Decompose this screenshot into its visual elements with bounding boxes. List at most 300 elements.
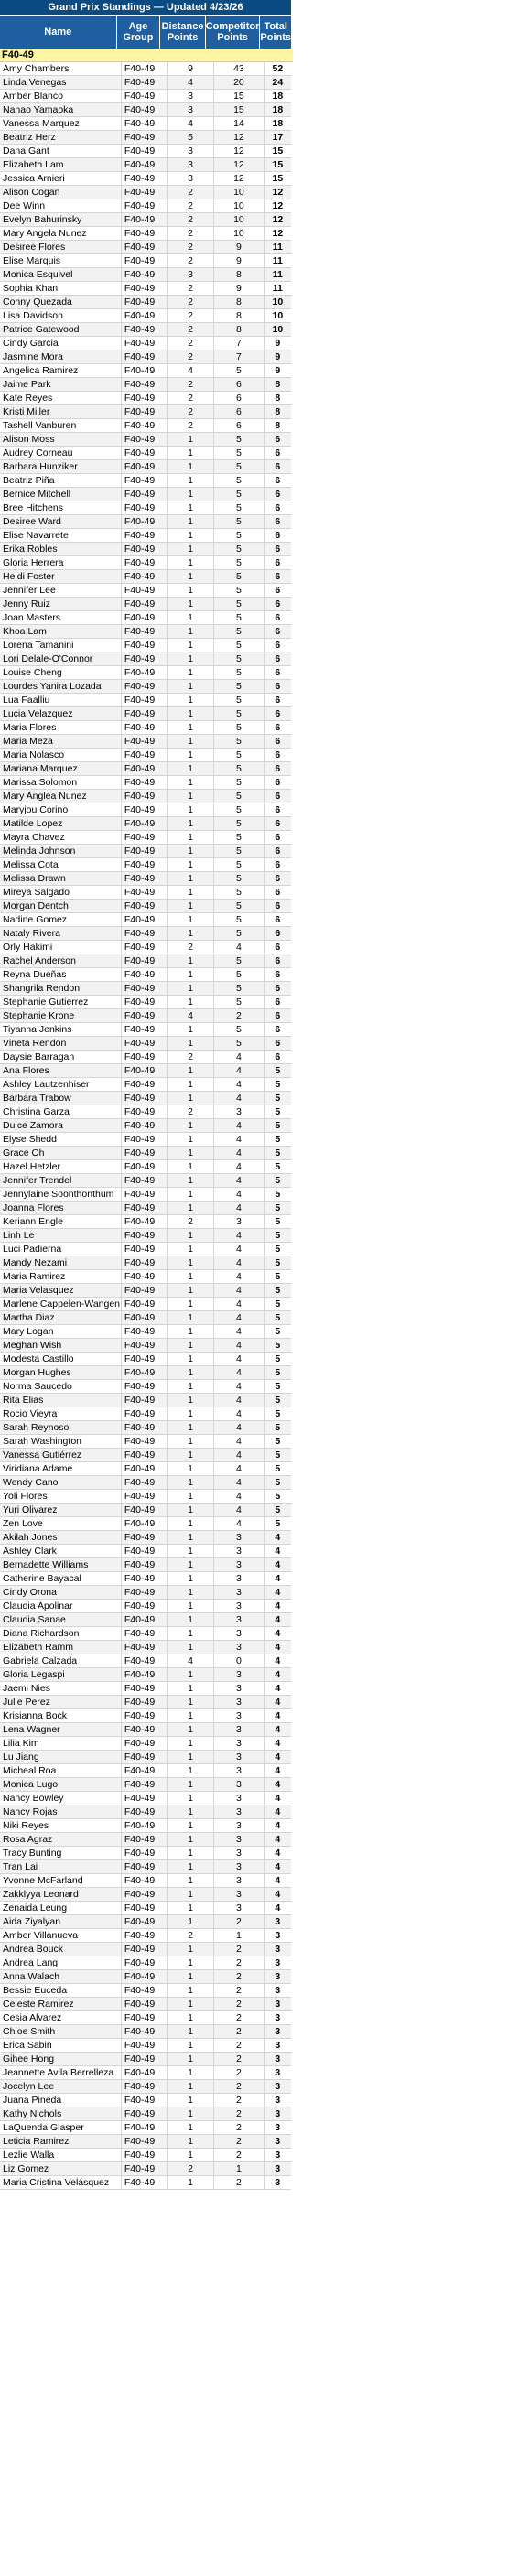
cell-competitor-points: 4 (214, 1339, 265, 1352)
cell-name: Nancy Bowley (0, 1792, 122, 1805)
cell-distance-points: 1 (168, 652, 214, 665)
cell-name: Ashley Lautzenhiser (0, 1078, 122, 1091)
table-row (0, 845, 291, 858)
cell-age-group: F40-49 (122, 598, 168, 610)
table-row (0, 1229, 291, 1243)
cell-competitor-points: 5 (214, 776, 265, 789)
table-row (0, 62, 291, 76)
table-row (0, 323, 291, 337)
cell-age-group: F40-49 (122, 227, 168, 240)
cell-age-group: F40-49 (122, 2039, 168, 2052)
cell-name: Jaemi Nies (0, 1682, 122, 1695)
cell-name: Marissa Solomon (0, 776, 122, 789)
cell-name: Zenaida Leung (0, 1902, 122, 1914)
cell-competitor-points: 3 (214, 1545, 265, 1557)
table-row (0, 241, 291, 254)
cell-name: Gloria Legaspi (0, 1668, 122, 1681)
cell-name: Niki Reyes (0, 1819, 122, 1832)
cell-age-group: F40-49 (122, 1243, 168, 1256)
cell-name: Lu Jiang (0, 1751, 122, 1763)
table-row (0, 447, 291, 460)
cell-total-points: 5 (275, 1491, 281, 1502)
cell-name: Morgan Hughes (0, 1366, 122, 1379)
cell-distance-points: 1 (168, 584, 214, 597)
table-row (0, 1298, 291, 1311)
cell-name: Andrea Bouck (0, 1943, 122, 1956)
cell-distance-points: 1 (168, 1435, 214, 1448)
cell-age-group: F40-49 (122, 1325, 168, 1338)
cell-age-group: F40-49 (122, 1380, 168, 1393)
cell-total-points: 4 (275, 1724, 281, 1735)
table-row (0, 350, 291, 364)
table-row (0, 900, 291, 913)
table-row (0, 1284, 291, 1298)
cell-competitor-points: 3 (214, 1682, 265, 1695)
table-row (0, 2162, 291, 2176)
cell-distance-points: 1 (168, 1558, 214, 1571)
cell-total-points: 4 (275, 1587, 281, 1598)
cell-total-points: 10 (272, 310, 284, 321)
table-row (0, 1421, 291, 1435)
cell-name: Tracy Bunting (0, 1847, 122, 1859)
cell-age-group: F40-49 (122, 1105, 168, 1118)
cell-distance-points: 1 (168, 1751, 214, 1763)
cell-competitor-points: 3 (214, 1627, 265, 1640)
cell-name: Celeste Ramirez (0, 1998, 122, 2010)
cell-age-group: F40-49 (122, 2176, 168, 2189)
cell-age-group: F40-49 (122, 2025, 168, 2038)
cell-age-group: F40-49 (122, 1490, 168, 1503)
table-row (0, 131, 291, 145)
cell-name: Gihee Hong (0, 2053, 122, 2065)
cell-age-group: F40-49 (122, 639, 168, 652)
cell-age-group: F40-49 (122, 1668, 168, 1681)
cell-age-group: F40-49 (122, 652, 168, 665)
cell-age-group: F40-49 (122, 721, 168, 734)
table-row (0, 103, 291, 117)
table-row (0, 858, 291, 872)
cell-age-group: F40-49 (122, 241, 168, 253)
cell-distance-points: 1 (168, 1723, 214, 1736)
cell-age-group: F40-49 (122, 405, 168, 418)
cell-total-points: 4 (275, 1710, 281, 1721)
cell-age-group: F40-49 (122, 845, 168, 857)
cell-total-points: 6 (275, 997, 281, 1008)
table-row (0, 1490, 291, 1504)
cell-total-points: 6 (275, 791, 281, 802)
cell-name: Zakklyya Leonard (0, 1888, 122, 1901)
cell-total-points: 6 (275, 1024, 281, 1035)
cell-competitor-points: 2 (214, 1984, 265, 1997)
cell-total-points: 8 (275, 379, 281, 390)
cell-distance-points: 1 (168, 639, 214, 652)
cell-distance-points: 1 (168, 1311, 214, 1324)
cell-distance-points: 1 (168, 1737, 214, 1750)
cell-total-points: 11 (272, 242, 283, 253)
table-row (0, 1160, 291, 1174)
table-row (0, 1504, 291, 1517)
cell-name: Elizabeth Ramm (0, 1641, 122, 1654)
table-row (0, 501, 291, 515)
cell-distance-points: 1 (168, 1353, 214, 1365)
cell-distance-points: 1 (168, 2066, 214, 2079)
cell-competitor-points: 5 (214, 570, 265, 583)
cell-distance-points: 2 (168, 227, 214, 240)
cell-competitor-points: 5 (214, 584, 265, 597)
cell-name: Catherine Bayacal (0, 1572, 122, 1585)
cell-age-group: F40-49 (122, 76, 168, 89)
cell-distance-points: 1 (168, 721, 214, 734)
table-row (0, 598, 291, 611)
cell-total-points: 10 (272, 296, 284, 307)
cell-distance-points: 1 (168, 1119, 214, 1132)
cell-distance-points: 1 (168, 1805, 214, 1818)
cell-name: Rachel Anderson (0, 954, 122, 967)
cell-distance-points: 1 (168, 817, 214, 830)
cell-total-points: 4 (275, 1628, 281, 1639)
cell-competitor-points: 9 (214, 282, 265, 295)
cell-competitor-points: 3 (214, 1215, 265, 1228)
cell-name: Jennifer Trendel (0, 1174, 122, 1187)
cell-distance-points: 1 (168, 2053, 214, 2065)
cell-total-points: 6 (275, 832, 281, 843)
cell-name: Erika Robles (0, 543, 122, 555)
cell-name: Keriann Engle (0, 1215, 122, 1228)
cell-age-group: F40-49 (122, 1037, 168, 1050)
cell-competitor-points: 12 (214, 158, 265, 171)
table-row (0, 2080, 291, 2094)
cell-age-group: F40-49 (122, 90, 168, 102)
cell-name: Maria Cristina Velásquez (0, 2176, 122, 2189)
cell-competitor-points: 4 (214, 1256, 265, 1269)
cell-name: Melinda Johnson (0, 845, 122, 857)
cell-competitor-points: 4 (214, 1188, 265, 1201)
cell-name: Barbara Hunziker (0, 460, 122, 473)
cell-competitor-points: 5 (214, 900, 265, 912)
cell-competitor-points: 2 (214, 1009, 265, 1022)
cell-distance-points: 1 (168, 515, 214, 528)
cell-competitor-points: 8 (214, 309, 265, 322)
cell-name: Linh Le (0, 1229, 122, 1242)
cell-distance-points: 5 (168, 131, 214, 144)
cell-distance-points: 1 (168, 1394, 214, 1407)
cell-competitor-points: 2 (214, 2149, 265, 2161)
cell-competitor-points: 12 (214, 172, 265, 185)
cell-competitor-points: 9 (214, 241, 265, 253)
cell-name: Stephanie Krone (0, 1009, 122, 1022)
cell-distance-points: 1 (168, 831, 214, 844)
table-row (0, 790, 291, 803)
cell-age-group: F40-49 (122, 282, 168, 295)
table-row (0, 1366, 291, 1380)
cell-competitor-points: 5 (214, 886, 265, 899)
cell-competitor-points: 4 (214, 1160, 265, 1173)
cell-distance-points: 1 (168, 1545, 214, 1557)
cell-name: Tashell Vanburen (0, 419, 122, 432)
cell-name: Maria Ramirez (0, 1270, 122, 1283)
cell-name: Melissa Cota (0, 858, 122, 871)
cell-total-points: 6 (275, 900, 281, 911)
cell-competitor-points: 4 (214, 1092, 265, 1105)
cell-name: Modesta Castillo (0, 1353, 122, 1365)
cell-competitor-points: 1 (214, 1929, 265, 1942)
cell-age-group: F40-49 (122, 433, 168, 446)
table-row (0, 1188, 291, 1202)
cell-total-points: 8 (275, 393, 281, 404)
cell-name: Angelica Ramirez (0, 364, 122, 377)
cell-name: Bernice Mitchell (0, 488, 122, 501)
cell-distance-points: 1 (168, 1407, 214, 1420)
table-row (0, 625, 291, 639)
table-row (0, 268, 291, 282)
cell-total-points: 11 (272, 269, 283, 280)
table-row (0, 1256, 291, 1270)
cell-distance-points: 1 (168, 2094, 214, 2107)
cell-distance-points: 2 (168, 1929, 214, 1942)
cell-name: Audrey Corneau (0, 447, 122, 459)
cell-total-points: 15 (272, 173, 284, 184)
cell-competitor-points: 6 (214, 378, 265, 391)
cell-age-group: F40-49 (122, 1943, 168, 1956)
cell-name: Diana Richardson (0, 1627, 122, 1640)
table-row (0, 1037, 291, 1051)
cell-competitor-points: 5 (214, 666, 265, 679)
cell-name: Rosa Agraz (0, 1833, 122, 1846)
cell-distance-points: 1 (168, 1668, 214, 1681)
table-row (0, 1668, 291, 1682)
table-row (0, 996, 291, 1009)
cell-age-group: F40-49 (122, 1147, 168, 1159)
cell-name: Jocelyn Lee (0, 2080, 122, 2093)
cell-total-points: 6 (275, 530, 281, 541)
cell-distance-points: 1 (168, 872, 214, 885)
cell-name: Mary Anglea Nunez (0, 790, 122, 803)
table-row (0, 254, 291, 268)
table-row (0, 1353, 291, 1366)
table-row (0, 199, 291, 213)
cell-name: Morgan Dentch (0, 900, 122, 912)
cell-age-group: F40-49 (122, 309, 168, 322)
cell-total-points: 5 (275, 1134, 281, 1145)
cell-distance-points: 1 (168, 749, 214, 761)
cell-distance-points: 1 (168, 529, 214, 542)
cell-age-group: F40-49 (122, 145, 168, 157)
cell-total-points: 12 (272, 214, 284, 225)
table-row (0, 1915, 291, 1929)
cell-age-group: F40-49 (122, 1709, 168, 1722)
cell-age-group: F40-49 (122, 790, 168, 803)
cell-competitor-points: 20 (214, 76, 265, 89)
cell-competitor-points: 5 (214, 872, 265, 885)
cell-name: Jeannette Avila Berrelleza (0, 2066, 122, 2079)
cell-total-points: 6 (275, 502, 281, 513)
table-row (0, 1311, 291, 1325)
cell-age-group: F40-49 (122, 817, 168, 830)
cell-name: Chloe Smith (0, 2025, 122, 2038)
cell-age-group: F40-49 (122, 2066, 168, 2079)
cell-competitor-points: 3 (214, 1105, 265, 1118)
cell-name: Nanao Yamaoka (0, 103, 122, 116)
cell-age-group: F40-49 (122, 1133, 168, 1146)
cell-age-group: F40-49 (122, 1613, 168, 1626)
cell-total-points: 12 (272, 187, 284, 198)
cell-name: Nadine Gomez (0, 913, 122, 926)
cell-total-points: 6 (275, 571, 281, 582)
cell-distance-points: 1 (168, 2176, 214, 2189)
cell-distance-points: 2 (168, 419, 214, 432)
cell-total-points: 6 (275, 804, 281, 815)
cell-total-points: 6 (275, 818, 281, 829)
cell-distance-points: 1 (168, 2121, 214, 2134)
cell-age-group: F40-49 (122, 927, 168, 940)
cell-name: Mayra Chavez (0, 831, 122, 844)
cell-total-points: 5 (275, 1463, 281, 1474)
cell-distance-points: 1 (168, 1970, 214, 1983)
table-row (0, 1792, 291, 1805)
table-row (0, 172, 291, 186)
cell-name: Desiree Flores (0, 241, 122, 253)
cell-total-points: 4 (275, 1573, 281, 1584)
cell-name: Mariana Marquez (0, 762, 122, 775)
cell-distance-points: 1 (168, 1627, 214, 1640)
cell-competitor-points: 3 (214, 1764, 265, 1777)
cell-total-points: 6 (275, 859, 281, 870)
cell-total-points: 6 (275, 722, 281, 733)
cell-name: Jasmine Mora (0, 350, 122, 363)
table-row (0, 1641, 291, 1654)
table-row (0, 378, 291, 392)
cell-total-points: 18 (272, 91, 284, 102)
cell-competitor-points: 3 (214, 1902, 265, 1914)
cell-total-points: 5 (275, 1285, 281, 1296)
cell-total-points: 11 (272, 255, 283, 266)
table-row (0, 460, 291, 474)
cell-competitor-points: 5 (214, 556, 265, 569)
cell-competitor-points: 4 (214, 941, 265, 954)
cell-total-points: 6 (275, 887, 281, 898)
cell-total-points: 24 (272, 77, 284, 88)
table-row (0, 1119, 291, 1133)
cell-competitor-points: 4 (214, 1051, 265, 1063)
cell-total-points: 18 (272, 118, 284, 129)
table-row (0, 1215, 291, 1229)
cell-competitor-points: 5 (214, 707, 265, 720)
cell-competitor-points: 4 (214, 1407, 265, 1420)
table-row (0, 913, 291, 927)
cell-total-points: 11 (272, 283, 283, 294)
cell-total-points: 4 (275, 1806, 281, 1817)
cell-total-points: 4 (275, 1751, 281, 1762)
cell-age-group: F40-49 (122, 1023, 168, 1036)
cell-total-points: 5 (275, 1271, 281, 1282)
table-row (0, 90, 291, 103)
cell-distance-points: 2 (168, 392, 214, 404)
cell-competitor-points: 4 (214, 1353, 265, 1365)
cell-total-points: 3 (275, 2108, 281, 2119)
cell-competitor-points: 3 (214, 1819, 265, 1832)
cell-distance-points: 2 (168, 1051, 214, 1063)
cell-name: Monica Lugo (0, 1778, 122, 1791)
cell-distance-points: 1 (168, 954, 214, 967)
cell-distance-points: 1 (168, 886, 214, 899)
cell-distance-points: 1 (168, 570, 214, 583)
cell-name: Mary Angela Nunez (0, 227, 122, 240)
cell-age-group: F40-49 (122, 1462, 168, 1475)
cell-total-points: 6 (275, 763, 281, 774)
cell-competitor-points: 43 (214, 62, 265, 75)
cell-age-group: F40-49 (122, 996, 168, 1008)
table-row (0, 886, 291, 900)
table-row (0, 433, 291, 447)
cell-age-group: F40-49 (122, 199, 168, 212)
cell-total-points: 6 (275, 736, 281, 747)
cell-age-group: F40-49 (122, 831, 168, 844)
cell-competitor-points: 3 (214, 1696, 265, 1708)
cell-competitor-points: 10 (214, 186, 265, 199)
table-row (0, 941, 291, 954)
cell-name: Mandy Nezami (0, 1256, 122, 1269)
cell-distance-points: 1 (168, 1092, 214, 1105)
table-row (0, 1819, 291, 1833)
cell-age-group: F40-49 (122, 1819, 168, 1832)
cell-age-group: F40-49 (122, 474, 168, 487)
cell-name: Lucia Velazquez (0, 707, 122, 720)
table-row (0, 721, 291, 735)
cell-distance-points: 1 (168, 543, 214, 555)
cell-age-group: F40-49 (122, 2080, 168, 2093)
cell-age-group: F40-49 (122, 1174, 168, 1187)
cell-age-group: F40-49 (122, 1215, 168, 1228)
cell-name: Sarah Reynoso (0, 1421, 122, 1434)
cell-total-points: 4 (275, 1779, 281, 1790)
cell-competitor-points: 6 (214, 405, 265, 418)
cell-age-group: F40-49 (122, 982, 168, 995)
table-row (0, 2039, 291, 2053)
cell-name: Kate Reyes (0, 392, 122, 404)
cell-distance-points: 1 (168, 556, 214, 569)
cell-total-points: 4 (275, 1683, 281, 1694)
cell-age-group: F40-49 (122, 1435, 168, 1448)
cell-competitor-points: 4 (214, 1311, 265, 1324)
cell-distance-points: 1 (168, 1147, 214, 1159)
cell-age-group: F40-49 (122, 1627, 168, 1640)
table-row (0, 666, 291, 680)
cell-name: Tiyanna Jenkins (0, 1023, 122, 1036)
cell-name: Heidi Foster (0, 570, 122, 583)
cell-total-points: 5 (275, 1408, 281, 1419)
cell-age-group: F40-49 (122, 1366, 168, 1379)
cell-total-points: 3 (275, 1930, 281, 1941)
cell-age-group: F40-49 (122, 1572, 168, 1585)
table-row (0, 296, 291, 309)
group-label: F40-49 (0, 49, 293, 62)
table-row (0, 337, 291, 350)
cell-competitor-points: 3 (214, 1723, 265, 1736)
cell-total-points: 4 (275, 1669, 281, 1680)
table-row (0, 1092, 291, 1105)
cell-name: Liz Gomez (0, 2162, 122, 2175)
cell-competitor-points: 5 (214, 639, 265, 652)
cell-age-group: F40-49 (122, 2011, 168, 2024)
cell-distance-points: 1 (168, 1709, 214, 1722)
cell-distance-points: 1 (168, 1696, 214, 1708)
cell-competitor-points: 5 (214, 529, 265, 542)
cell-total-points: 4 (275, 1902, 281, 1913)
cell-distance-points: 1 (168, 1298, 214, 1310)
cell-distance-points: 1 (168, 1984, 214, 1997)
table-row (0, 543, 291, 556)
cell-name: Marlene Cappelen-Wangen (0, 1298, 122, 1310)
